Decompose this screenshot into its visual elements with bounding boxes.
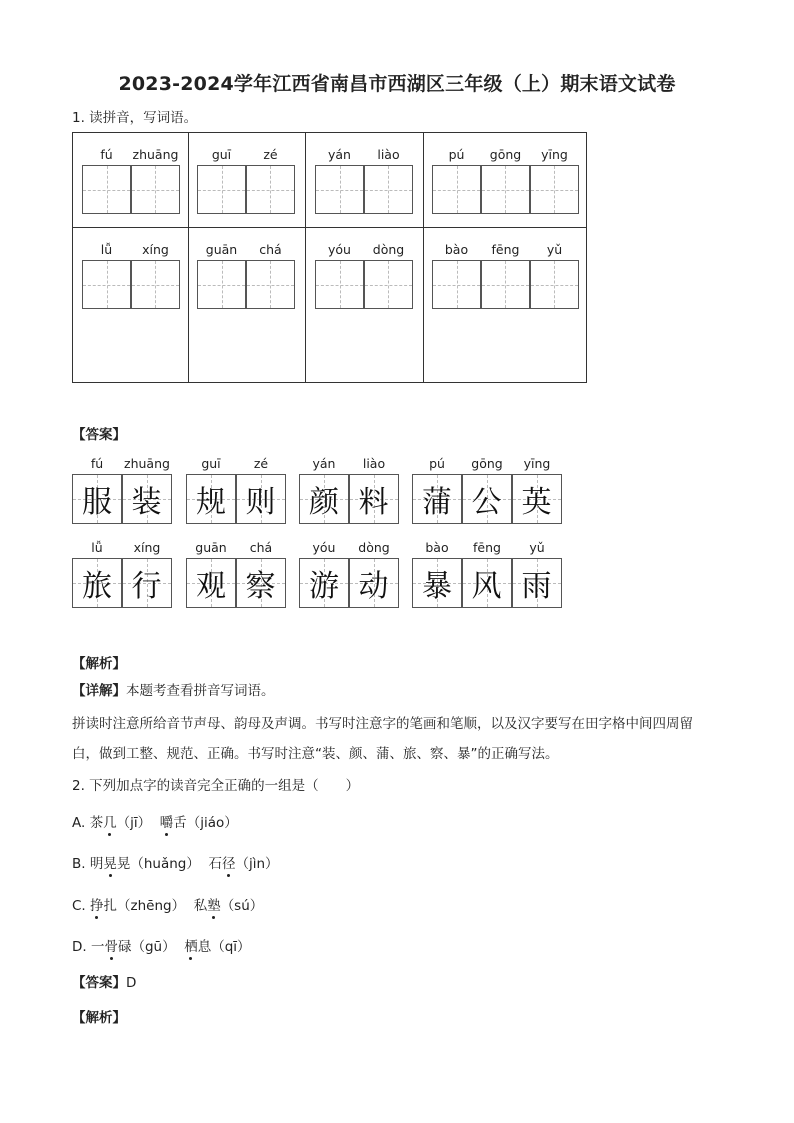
tianzige-box[interactable] xyxy=(131,165,180,214)
option-pinyin: （sú） xyxy=(220,898,264,914)
pinyin-label: zhuāng xyxy=(124,456,170,471)
pinyin-cell xyxy=(299,454,349,524)
option-label: D. xyxy=(72,939,91,955)
answer-character: 料 xyxy=(358,485,389,520)
explanation-line-1: 拼读时注意所给音节声母、韵母及声调。书写时注意字的笔画和笔顺，以及汉字要写在田字格中间四周留 xyxy=(72,716,693,732)
question-2-prompt: 2. 下列加点字的读音完全正确的一组是（ ） xyxy=(72,778,360,794)
option-word xyxy=(90,815,117,831)
tianzige-box xyxy=(299,474,349,524)
analysis-tag-2: 【解析】 xyxy=(72,1010,126,1026)
detail-line xyxy=(72,682,275,700)
pinyin-label: gōng xyxy=(471,456,503,471)
pinyin-cell xyxy=(315,145,364,214)
tianzige-box xyxy=(349,474,399,524)
pinyin-cell xyxy=(481,240,530,309)
pinyin-cell xyxy=(197,145,246,214)
explanation-line-2: 白，做到工整、规范、正确。书写时注意“装、颜、蒲、旅、察、暴”的正确写法。 xyxy=(72,746,559,762)
answer-character: 游 xyxy=(309,569,339,604)
page-title: 2023-2024学年江西省南昌市西湖区三年级（上）期末语文试卷 xyxy=(118,73,676,95)
grid-guide-vertical xyxy=(457,166,458,213)
dotted-character: 径 xyxy=(221,856,236,872)
pinyin-cell xyxy=(236,538,286,608)
option-label: A. xyxy=(72,815,90,831)
grid-guide-vertical xyxy=(505,166,506,213)
tianzige-box xyxy=(236,474,286,524)
grid-guide-vertical xyxy=(270,166,271,213)
answer-word-group xyxy=(72,538,172,608)
word-character: 晃 xyxy=(116,856,131,872)
option-pinyin: （qī） xyxy=(211,939,251,955)
tianzige-box[interactable] xyxy=(432,260,481,309)
tianzige-box xyxy=(412,474,462,524)
pinyin-label: zhuāng xyxy=(132,147,179,162)
tianzige-box xyxy=(122,558,172,608)
pinyin-label: guī xyxy=(201,456,221,471)
answer-character: 动 xyxy=(358,569,389,604)
question-1-prompt: 1. 读拼音，写词语。 xyxy=(72,110,198,126)
pinyin-cell xyxy=(186,538,236,608)
word-character: 私 xyxy=(193,898,208,914)
tianzige-box xyxy=(299,558,349,608)
pinyin-cell xyxy=(432,240,481,309)
option-a[interactable] xyxy=(72,814,238,832)
tianzige-box[interactable] xyxy=(246,165,295,214)
tianzige-box[interactable] xyxy=(82,260,131,309)
tianzige-box[interactable] xyxy=(197,260,246,309)
pinyin-label: liào xyxy=(362,456,386,471)
pinyin-cell xyxy=(349,454,399,524)
pinyin-label: guān xyxy=(205,242,238,257)
answer-tag: 【答案】 xyxy=(72,975,126,991)
pinyin-cell xyxy=(236,454,286,524)
pinyin-label: fú xyxy=(90,456,104,471)
question-word-group xyxy=(82,145,180,214)
grid-guide-vertical xyxy=(340,166,341,213)
pinyin-label: xíng xyxy=(133,540,161,555)
grid-guide-vertical xyxy=(222,261,223,308)
pinyin-label: lǚ xyxy=(91,540,103,555)
tianzige-box xyxy=(186,558,236,608)
pinyin-cell xyxy=(246,145,295,214)
pinyin-label: chá xyxy=(249,540,273,555)
word-character: 明 xyxy=(89,856,104,872)
pinyin-cell xyxy=(186,454,236,524)
tianzige-box[interactable] xyxy=(432,165,481,214)
pinyin-cell xyxy=(462,538,512,608)
pinyin-cell xyxy=(530,145,579,214)
pinyin-cell xyxy=(481,145,530,214)
table-col-divider xyxy=(305,133,306,382)
tianzige-box[interactable] xyxy=(530,165,579,214)
pinyin-label: guī xyxy=(211,147,232,162)
tianzige-box[interactable] xyxy=(364,165,413,214)
option-word xyxy=(160,815,187,831)
question-word-group xyxy=(432,240,579,309)
tianzige-box xyxy=(462,474,512,524)
answer-character: 英 xyxy=(521,485,552,520)
pinyin-cell xyxy=(131,145,180,214)
pinyin-cell xyxy=(364,240,413,309)
pinyin-label: bào xyxy=(444,242,469,257)
pinyin-cell xyxy=(412,538,462,608)
analysis-tag: 【解析】 xyxy=(72,656,126,672)
pinyin-cell xyxy=(131,240,180,309)
tianzige-box[interactable] xyxy=(131,260,180,309)
pinyin-cell xyxy=(72,538,122,608)
dotted-character: 几 xyxy=(103,815,117,831)
pinyin-label: fú xyxy=(100,147,113,162)
pinyin-cell xyxy=(197,240,246,309)
tianzige-box xyxy=(512,474,562,524)
pinyin-cell xyxy=(82,240,131,309)
pinyin-label: bào xyxy=(425,540,449,555)
question-word-group xyxy=(432,145,579,214)
dotted-character: 栖 xyxy=(184,939,198,955)
pinyin-cell xyxy=(315,240,364,309)
answer-character: 规 xyxy=(196,485,226,520)
tianzige-box[interactable] xyxy=(530,260,579,309)
tianzige-box xyxy=(512,558,562,608)
pinyin-label: chá xyxy=(259,242,282,257)
option-pinyin: （jī） xyxy=(116,815,152,831)
tianzige-box xyxy=(236,558,286,608)
answer-word-group xyxy=(299,454,399,524)
grid-guide-vertical xyxy=(388,166,389,213)
answer-character: 装 xyxy=(131,485,162,520)
spacer xyxy=(176,939,185,955)
pinyin-cell xyxy=(122,454,172,524)
pinyin-cell xyxy=(364,145,413,214)
detail-text: 本题考查看拼音写词语。 xyxy=(126,683,275,699)
question-word-group xyxy=(197,145,295,214)
pinyin-label: dòng xyxy=(372,242,405,257)
answer-word-group xyxy=(72,454,172,524)
answer-value: D xyxy=(126,975,137,991)
question-word-group xyxy=(315,240,413,309)
pinyin-label: xíng xyxy=(142,242,169,257)
pinyin-label: yǔ xyxy=(529,540,545,555)
tianzige-box[interactable] xyxy=(315,165,364,214)
grid-guide-vertical xyxy=(554,166,555,213)
answer-character: 雨 xyxy=(521,569,552,604)
pinyin-label: fēng xyxy=(491,242,520,257)
tianzige-box xyxy=(72,558,122,608)
answer-character: 公 xyxy=(471,485,502,520)
pinyin-label: yán xyxy=(312,456,336,471)
tianzige-box xyxy=(186,474,236,524)
answer-word-group xyxy=(299,538,399,608)
pinyin-cell xyxy=(462,454,512,524)
pinyin-cell xyxy=(512,538,562,608)
option-pinyin: （zhēng） xyxy=(117,898,186,914)
word-character: 石 xyxy=(208,856,222,872)
grid-guide-vertical xyxy=(340,261,341,308)
pinyin-label: yǔ xyxy=(546,242,563,257)
grid-guide-vertical xyxy=(107,166,108,213)
pinyin-label: liào xyxy=(377,147,400,162)
pinyin-label: pú xyxy=(429,456,445,471)
answer-2-line xyxy=(72,974,136,992)
pinyin-cell xyxy=(122,538,172,608)
option-word xyxy=(184,939,211,955)
answer-character: 暴 xyxy=(422,569,452,604)
dotted-character: 嚼 xyxy=(159,815,174,831)
grid-guide-vertical xyxy=(505,261,506,308)
pinyin-cell xyxy=(349,538,399,608)
grid-guide-vertical xyxy=(270,261,271,308)
table-col-divider xyxy=(423,133,424,382)
pinyin-label: yīng xyxy=(541,147,568,162)
dotted-character: 塾 xyxy=(207,898,221,914)
answer-character: 颜 xyxy=(309,485,339,520)
option-label: B. xyxy=(72,856,90,872)
answer-word-group xyxy=(186,454,286,524)
grid-guide-vertical xyxy=(107,261,108,308)
answer-character: 察 xyxy=(245,569,276,604)
detail-label: 【详解】 xyxy=(72,683,126,699)
tianzige-box[interactable] xyxy=(197,165,246,214)
option-d[interactable] xyxy=(72,938,251,956)
grid-guide-vertical xyxy=(155,166,156,213)
option-word xyxy=(90,856,131,872)
answer-word-group xyxy=(186,538,286,608)
question-word-group xyxy=(82,240,180,309)
option-pinyin: （huǎng） xyxy=(130,856,200,872)
tianzige-box xyxy=(462,558,512,608)
tianzige-box xyxy=(412,558,462,608)
tianzige-box xyxy=(349,558,399,608)
pinyin-label: lǚ xyxy=(100,242,113,257)
option-word xyxy=(91,939,132,955)
option-b[interactable] xyxy=(72,855,279,873)
answer-character: 服 xyxy=(82,485,112,520)
pinyin-cell xyxy=(72,454,122,524)
table-col-divider xyxy=(188,133,189,382)
option-pinyin: （jiáo） xyxy=(186,815,238,831)
answer-character: 行 xyxy=(131,569,162,604)
option-word xyxy=(90,898,117,914)
option-pinyin: （jìn） xyxy=(235,856,279,872)
answer-character: 旅 xyxy=(82,569,112,604)
tianzige-box[interactable] xyxy=(315,260,364,309)
pinyin-label: fēng xyxy=(473,540,501,555)
word-character: 碌 xyxy=(117,939,132,955)
word-character: 扎 xyxy=(103,898,118,914)
pinyin-cell xyxy=(412,454,462,524)
pinyin-label: yóu xyxy=(328,242,351,257)
pinyin-label: zé xyxy=(253,456,269,471)
answer-character: 则 xyxy=(245,485,276,520)
pinyin-label: yīng xyxy=(523,456,551,471)
grid-guide-vertical xyxy=(222,166,223,213)
spacer xyxy=(151,815,160,831)
pinyin-cell xyxy=(299,538,349,608)
pinyin-cell xyxy=(246,240,295,309)
tianzige-box xyxy=(122,474,172,524)
pinyin-label: yóu xyxy=(312,540,336,555)
pinyin-label: guān xyxy=(195,540,227,555)
pinyin-label: yán xyxy=(328,147,351,162)
tianzige-box[interactable] xyxy=(82,165,131,214)
grid-guide-vertical xyxy=(388,261,389,308)
word-character: 一 xyxy=(90,939,105,955)
dotted-character: 晃 xyxy=(103,856,117,872)
answer-character: 风 xyxy=(471,569,502,604)
answer-character: 观 xyxy=(196,569,226,604)
pinyin-label: dòng xyxy=(358,540,390,555)
tianzige-box[interactable] xyxy=(364,260,413,309)
pinyin-cell xyxy=(512,454,562,524)
table-row-divider xyxy=(73,227,586,228)
pinyin-label: gōng xyxy=(489,147,522,162)
option-c[interactable] xyxy=(72,897,263,915)
tianzige-box[interactable] xyxy=(481,260,530,309)
option-word xyxy=(194,898,221,914)
grid-guide-vertical xyxy=(155,261,156,308)
word-character: 舌 xyxy=(173,815,187,831)
tianzige-box[interactable] xyxy=(481,165,530,214)
tianzige-box xyxy=(72,474,122,524)
word-character: 茶 xyxy=(89,815,104,831)
option-pinyin: （gū） xyxy=(131,939,176,955)
option-word xyxy=(208,856,235,872)
question-word-group xyxy=(315,145,413,214)
answer-character: 蒲 xyxy=(422,485,452,520)
grid-guide-vertical xyxy=(554,261,555,308)
pinyin-cell xyxy=(432,145,481,214)
answer-word-group xyxy=(412,538,562,608)
pinyin-label: pú xyxy=(448,147,465,162)
tianzige-box[interactable] xyxy=(246,260,295,309)
answer-tag: 【答案】 xyxy=(72,427,126,443)
answer-word-group xyxy=(412,454,562,524)
grid-guide-vertical xyxy=(457,261,458,308)
option-label: C. xyxy=(72,898,91,914)
pinyin-cell xyxy=(530,240,579,309)
spacer xyxy=(185,898,194,914)
pinyin-cell xyxy=(82,145,131,214)
question-word-group xyxy=(197,240,295,309)
pinyin-label: zé xyxy=(263,147,278,162)
dotted-character: 挣 xyxy=(90,898,104,914)
dotted-character: 骨 xyxy=(104,939,118,955)
word-character: 息 xyxy=(197,939,212,955)
